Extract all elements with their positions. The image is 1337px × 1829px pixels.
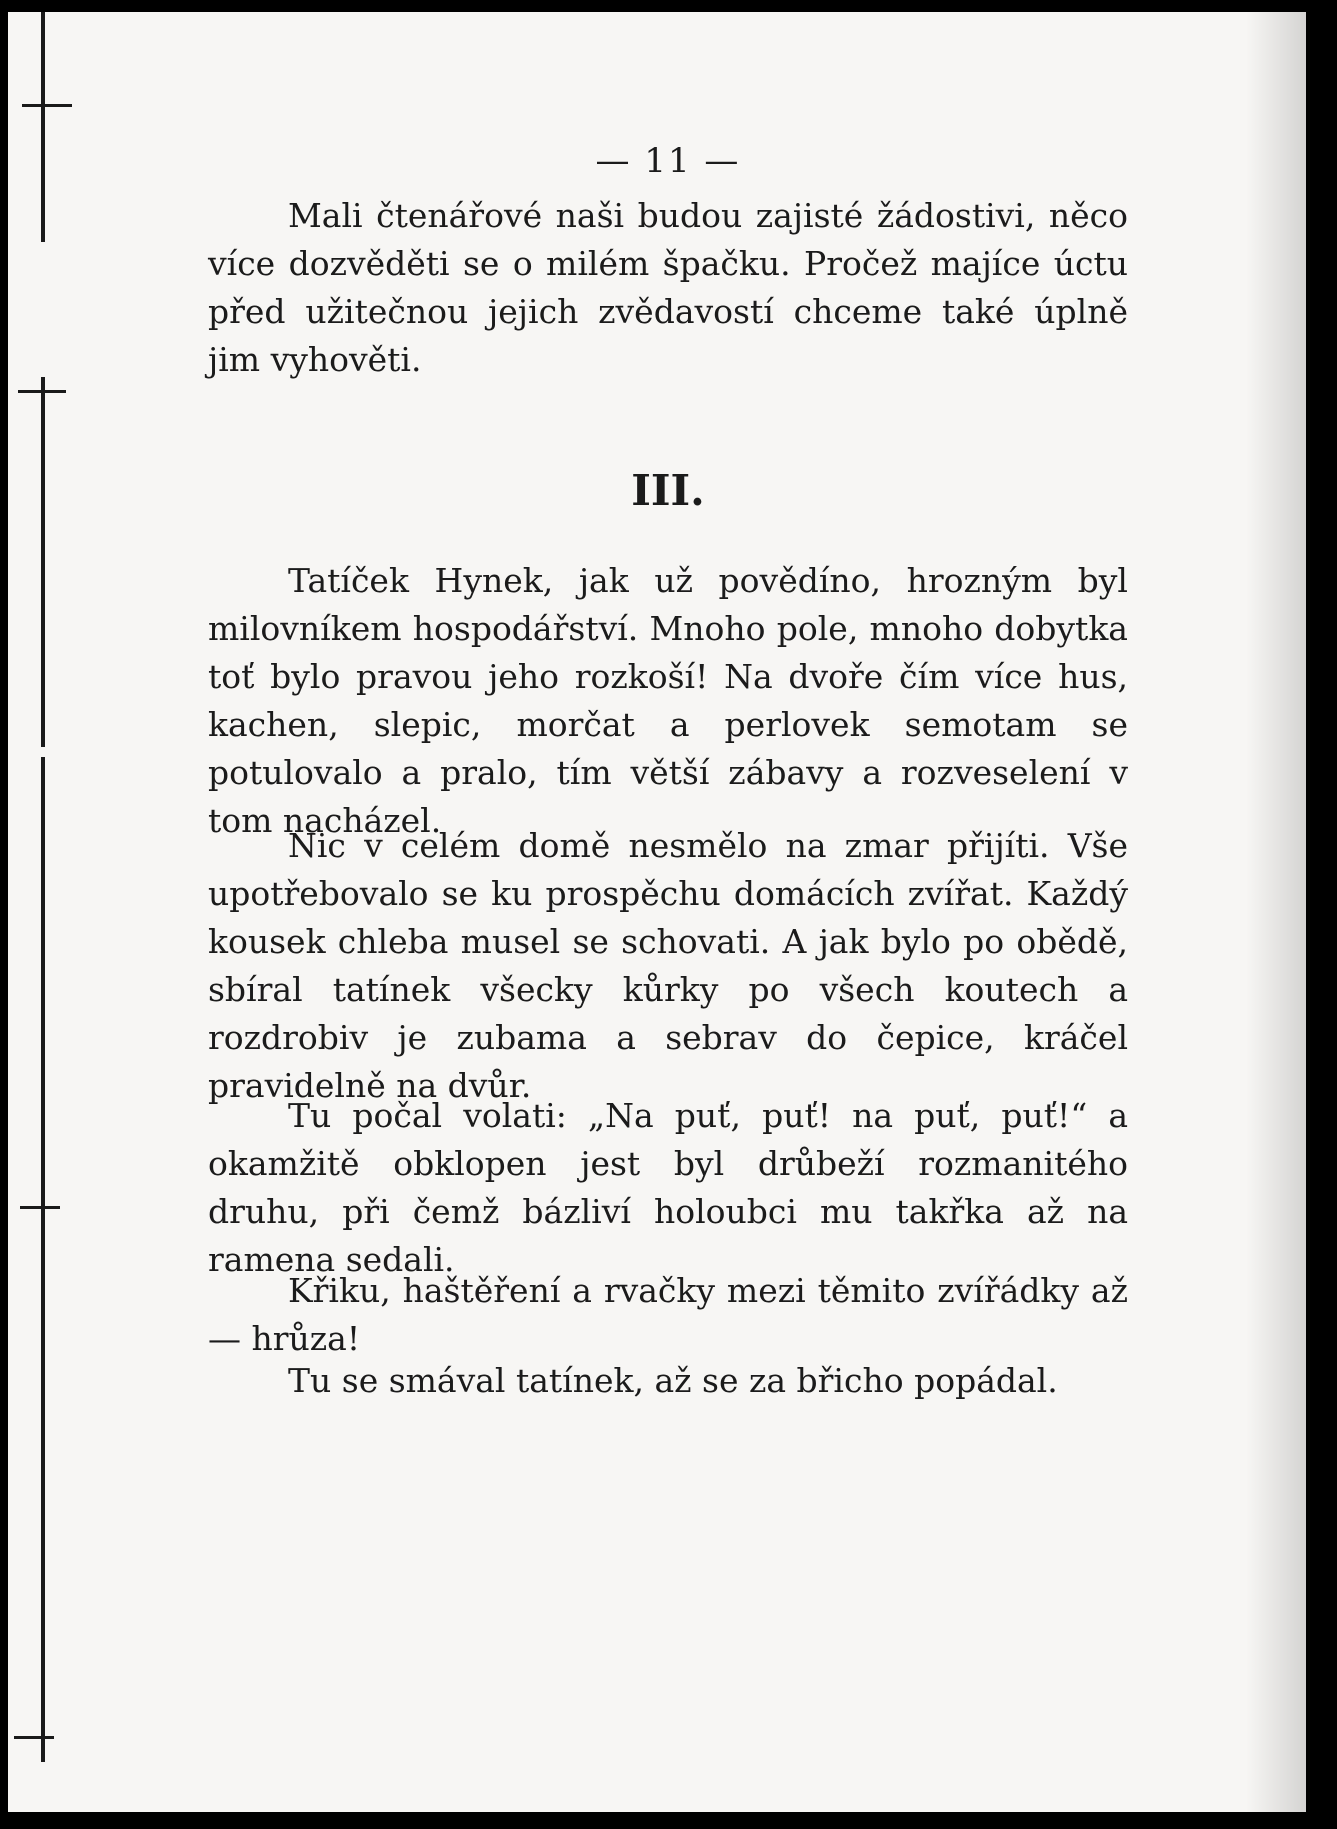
binding-stitch (22, 104, 72, 107)
binding-stitch (18, 390, 66, 393)
page-number: — 11 — (595, 141, 741, 181)
binding-thread (41, 377, 45, 747)
paragraph-3: Nic v celém domě nesmělo na zmar přijíti. Vše upotřebovalo se ku prospěchu domácích zvířat. Každý kousek chleba musel se schovati. A jak bylo po obědě, sbíral tatínek všecky kůrky po všech koutech a rozdrobiv je zubama a sebrav do čepice, kráčel pravidelně na dvůr. (208, 826, 1128, 1105)
binding-stitches (8, 12, 68, 1812)
page-edge-shadow (1246, 12, 1306, 1812)
paragraph-1: Mali čtenářové naši budou zajisté žádostivi, něco více dozvěděti se o milém špačku. Pročež majíce úctu před užitečnou jejich zvědavostí chceme také úplně jim vyhověti. (208, 196, 1128, 379)
paragraph-4: Tu počal volati: „Na puť, puť! na puť, puť!“ a okamžitě obklopen jest byl drůbeží rozmanitého druhu, při čemž bázliví holoubci mu takřka až na ramena sedali. (208, 1096, 1128, 1279)
book-page (8, 12, 1306, 1812)
binding-stitch (20, 1206, 60, 1209)
binding-thread (41, 757, 45, 1217)
paragraph-6: Tu se smával tatínek, až se za břicho popádal. (288, 1361, 1058, 1400)
paragraph-5: Křiku, haštěření a rvačky mezi těmito zvířádky až — hrůza! (208, 1271, 1128, 1358)
binding-thread (41, 12, 45, 242)
chapter-heading: III. (631, 466, 705, 515)
binding-stitch (14, 1736, 54, 1739)
binding-thread (41, 1202, 45, 1762)
paragraph-2: Tatíček Hynek, jak už povědíno, hrozným byl milovníkem hospodářství. Mnoho pole, mnoho dobytka toť bylo pravou jeho rozkoší! Na dvoře čím více hus, kachen, slepic, morčat a perlovek semotam se potulovalo a pralo, tím větší zábavy a rozveselení v tom nacházel. (208, 561, 1128, 840)
